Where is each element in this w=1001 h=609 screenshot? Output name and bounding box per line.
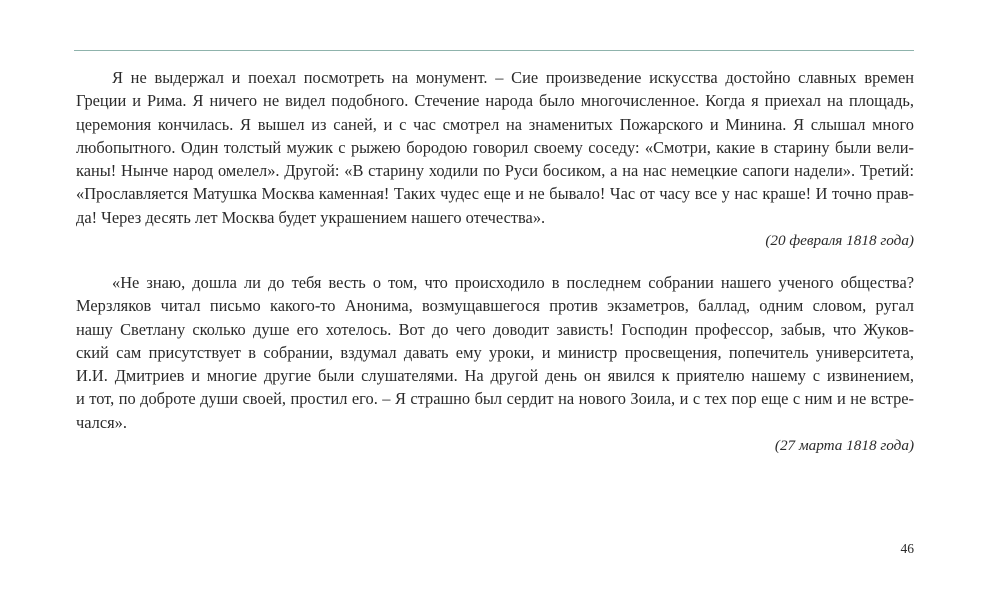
paragraph-line: церемония кончилась. Я вышел из саней, и с час смотрел на знаменитых Пожарского и Минина. Я слышал много [76, 114, 914, 134]
paragraph-line: Греции и Рима. Я ничего не видел подобного. Стечение народа было многочисленное. Когда я приехал на площадь, [76, 91, 914, 111]
paragraph-line: ский сам присутствует в собрании, вздумал давать ему уроки, и министр просвещения, попечитель университета, [76, 342, 914, 362]
page-number: 46 [900, 541, 914, 556]
paragraph-line: любопытного. Один толстый мужик с рыжею бородою говорил своему соседу: «Смотри, какие в старину были вели- [76, 137, 914, 157]
header-rule [74, 50, 914, 51]
entry-2-date: (27 марта 1818 года) [774, 437, 914, 454]
paragraph-line: каны! Нынче народ омелел». Другой: «В старину ходили по Руси босиком, а на нас немецкие сапоги надели». Третий: [76, 161, 914, 181]
letter-entry-1 [76, 66, 914, 229]
paragraph-line: чался». [76, 412, 127, 432]
paragraph-line: «Не знаю, дошла ли до тебя весть о том, что происходило в последнем собрании нашего ученого общества? [112, 273, 914, 292]
paragraph-line: Мерзляков читал письмо какого-то Анонима, возмущавшегося против экзаметров, баллад, одним словом, ругал [76, 296, 914, 316]
paragraph-line: нашу Светлану сколько душе его хотелось. Вот до чего доводит зависть! Господин профессор, забыв, что Жуков- [76, 319, 914, 339]
paragraph-line: «Прославляется Матушка Москва каменная! Таких чудес еще и не бывало! Час от часу все у нас краше! И точно прав- [76, 184, 914, 204]
entry-1-date: (20 февраля 1818 года) [765, 232, 914, 249]
letter-entry-2 [76, 271, 914, 434]
paragraph-line: и тот, по доброте души своей, простил его. – Я страшно был сердит на нового Зоила, и с тех пор еще с ним и не встре- [76, 389, 914, 409]
paragraph-line: Я не выдержал и поехал посмотреть на монумент. – Сие произведение искусства достойно славных времен [112, 68, 914, 87]
paragraph-line: И.И. Дмитриев и многие другие были слушателями. На другой день он явился к приятелю нашему с извинением, [76, 366, 914, 386]
paragraph-line: да! Через десять лет Москва будет украшением нашего отечества». [76, 207, 546, 227]
